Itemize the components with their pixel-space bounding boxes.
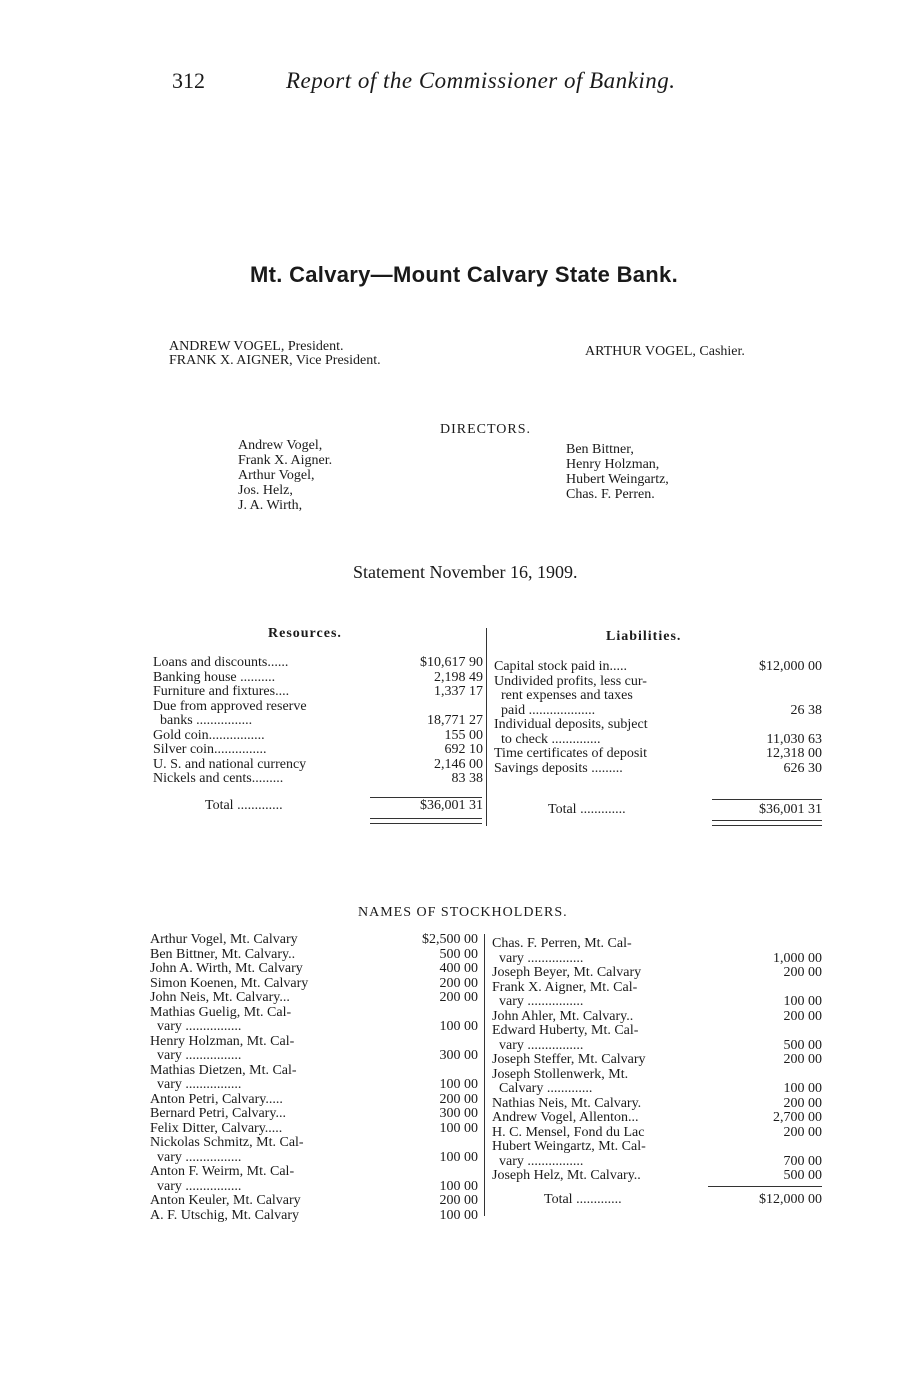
stockholders-left-list [150,933,478,1223]
stockholder-row-amount: 400 00 [439,961,478,976]
resources-total-amount: $36,001 31 [420,798,483,813]
stockholder-row-label: John Neis, Mt. Calvary... [150,990,290,1005]
stockholder-row-label: Joseph Helz, Mt. Calvary.. [492,1168,641,1183]
stockholder-row-label: vary ................ [492,950,584,966]
liability-row-label: Time certificates of deposit [494,746,648,761]
stockholder-row-amount: 100 00 [439,1120,478,1136]
liability-row-amount: $12,000 00 [759,659,822,674]
resource-row-label: banks ................ [153,713,253,728]
stockholder-row-label: Anton F. Weirm, Mt. Cal- [150,1164,295,1179]
liability-row-label: paid ................... [494,702,596,718]
stockholder-row-label: Mathias Dietzen, Mt. Cal- [150,1062,297,1078]
stockholder-row-label: Bernard Petri, Calvary... [150,1106,286,1121]
cashier-line: ARTHUR VOGEL, Cashier. [585,344,745,359]
liability-row [494,704,822,719]
stockholder-row-label: Chas. F. Perren, Mt. Cal- [492,936,632,951]
liability-row [494,718,822,733]
stockholder-row-amount: 200 00 [783,1095,822,1111]
stockholder-row-label: vary ................ [492,994,584,1009]
resource-row-label: Silver coin............... [153,742,267,757]
stockholder-row [150,1006,478,1021]
stockholder-row [150,962,478,977]
liability-row-label: Capital stock paid in..... [494,659,627,674]
stockholder-row-label: vary ................ [150,1019,242,1034]
stockholder-row [150,991,478,1006]
stockholder-row-label: Simon Koenen, Mt. Calvary [150,975,309,991]
director-name: Hubert Weingartz, [566,472,669,487]
resource-row-label: Banking house .......... [153,669,276,685]
liabilities-table [494,660,822,776]
stockholder-row-amount: 2,700 00 [773,1110,822,1125]
stockholder-row-amount: 100 00 [439,1178,478,1194]
resource-row-label: Furniture and fixtures.... [153,684,290,699]
stockholder-row-amount: 200 00 [783,1052,822,1067]
stockholder-row-amount: 200 00 [783,965,822,980]
director-name: Arthur Vogel, [238,468,315,483]
resource-row-label: Due from approved reserve [153,698,307,714]
stockholders-total-amount: $12,000 00 [759,1192,822,1207]
liabilities-total-amount: $36,001 31 [759,802,822,817]
stockholder-row-amount: 500 00 [783,1168,822,1183]
director-name: Frank X. Aigner. [238,453,333,468]
resources-total-label: Total ............. [205,798,283,813]
page-number: 312 [172,68,205,93]
stockholder-row-label: Anton Keuler, Mt. Calvary [150,1193,301,1208]
stockholder-row-amount: 1,000 00 [773,950,822,966]
stockholder-row [492,952,822,967]
director-name: Henry Holzman, [566,457,660,472]
stockholder-row [492,937,822,952]
director-name: Ben Bittner, [566,442,634,457]
resource-row [153,656,483,671]
stockholder-row-label: H. C. Mensel, Fond du Lac [492,1124,645,1140]
stockholder-row [150,1078,478,1093]
stockholder-row-amount: 100 00 [439,1077,478,1092]
stockholder-row [150,1194,478,1209]
directors-right-list [566,442,669,502]
stockholders-total-label: Total ............. [544,1192,622,1207]
resource-row [153,729,483,744]
stockholder-row-amount: 200 00 [439,1193,478,1208]
liabilities-total-rule [712,799,822,800]
stockholder-row-label: Ben Bittner, Mt. Calvary.. [150,946,296,962]
liabilities-heading: Liabilities. [606,629,682,644]
stockholder-row-amount: $2,500 00 [422,932,478,947]
stockholder-row [150,1136,478,1151]
stockholder-row [492,1068,822,1083]
stockholder-row-label: Edward Huberty, Mt. Cal- [492,1023,639,1038]
stockholder-row-label: Anton Petri, Calvary..... [150,1091,283,1107]
liability-row [494,747,822,762]
stockholder-row-label: Arthur Vogel, Mt. Calvary [150,932,298,947]
stockholder-row [150,977,478,992]
stockholder-row [150,1064,478,1079]
resources-table [153,656,483,787]
stockholder-row [492,995,822,1010]
stockholder-row-label: A. F. Utschig, Mt. Calvary [150,1207,299,1223]
resource-row-amount: 2,198 49 [434,669,483,685]
stockholder-row [150,1180,478,1195]
stockholder-row-amount: 100 00 [439,1019,478,1034]
stockholder-row-amount: 500 00 [439,946,478,962]
stockholders-total-rule [708,1186,822,1187]
resource-row-amount: 2,146 00 [434,756,483,772]
column-divider [486,628,487,826]
stockholders-right-list [492,937,822,1184]
stockholder-row [492,1082,822,1097]
resource-row-label: Nickels and cents......... [153,771,284,786]
resource-row [153,772,483,787]
stockholder-row-amount: 100 00 [783,1081,822,1096]
liability-row-label: to check .............. [494,731,601,747]
liability-row-label: rent expenses and taxes [494,688,633,703]
stockholder-row [492,1039,822,1054]
stockholder-row [150,1107,478,1122]
resource-row [153,714,483,729]
liability-row [494,733,822,748]
stockholder-row-amount: 300 00 [439,1106,478,1121]
stockholder-row [492,1024,822,1039]
stockholder-row-label: vary ................ [492,1037,584,1053]
stockholder-row-label: vary ................ [150,1048,242,1063]
stockholder-row [150,1209,478,1224]
resource-row [153,758,483,773]
stockholder-row-label: Henry Holzman, Mt. Cal- [150,1033,295,1049]
stockholder-row-label: vary ................ [150,1178,242,1194]
director-name: Jos. Helz, [238,483,293,498]
stockholder-row [492,1126,822,1141]
stockholder-row-amount: 200 00 [783,1124,822,1140]
director-name: Chas. F. Perren. [566,487,655,502]
stockholder-row [492,1140,822,1155]
stockholder-row-amount: 100 00 [783,994,822,1009]
liabilities-total-label: Total ............. [548,802,626,817]
stockholders-heading: NAMES OF STOCKHOLDERS. [358,905,568,920]
stockholder-row-label: Andrew Vogel, Allenton... [492,1110,639,1125]
stockholder-row-label: John Ahler, Mt. Calvary.. [492,1008,634,1024]
stockholder-row [492,1155,822,1170]
stockholder-row [150,1122,478,1137]
stockholder-row [150,1165,478,1180]
stockholder-row [150,933,478,948]
liability-row [494,660,822,675]
stockholder-row-label: Felix Ditter, Calvary..... [150,1120,283,1136]
stockholders-column-divider [484,934,485,1216]
resource-row-label: Loans and discounts...... [153,655,289,670]
stockholder-row [492,1053,822,1068]
stockholder-row-label: Nickolas Schmitz, Mt. Cal- [150,1135,304,1150]
resource-row-amount: 1,337 17 [434,684,483,699]
stockholder-row [150,1035,478,1050]
stockholder-row [150,1151,478,1166]
liability-row [494,675,822,690]
director-name: J. A. Wirth, [238,498,303,513]
running-title: Report of the Commissioner of Banking. [286,68,676,93]
directors-left-list [238,438,332,513]
stockholder-row-amount: 100 00 [439,1149,478,1165]
stockholder-row-label: Joseph Stollenwerk, Mt. [492,1066,629,1082]
liability-row-label: Undivided profits, less cur- [494,673,647,689]
stockholder-row-amount: 200 00 [783,1008,822,1024]
stockholder-row-label: Hubert Weingartz, Mt. Cal- [492,1139,646,1154]
resource-row [153,685,483,700]
resources-heading: Resources. [268,626,342,641]
stockholder-row-label: vary ................ [150,1149,242,1165]
liability-row-amount: 626 30 [783,760,822,776]
resource-row [153,743,483,758]
liabilities-total-double-rule [712,820,822,826]
stockholder-row-label: John A. Wirth, Mt. Calvary [150,961,303,976]
resource-row-label: Gold coin................ [153,727,265,743]
resource-row-amount: 692 10 [444,742,483,757]
resource-row [153,671,483,686]
stockholder-row [150,1020,478,1035]
resource-row-amount: $10,617 90 [420,655,483,670]
stockholder-row [492,981,822,996]
liability-row [494,762,822,777]
stockholder-row-label: Joseph Beyer, Mt. Calvary [492,965,642,980]
stockholder-row [492,966,822,981]
vice-president-line: FRANK X. AIGNER, Vice President. [169,353,381,368]
liability-row-label: Savings deposits ......... [494,760,623,776]
director-name: Andrew Vogel, [238,438,323,453]
stockholder-row-amount: 200 00 [439,990,478,1005]
stockholder-row-amount: 500 00 [783,1037,822,1053]
stockholder-row-label: Mathias Guelig, Mt. Cal- [150,1004,292,1020]
liability-row-label: Individual deposits, subject [494,717,648,732]
stockholder-row-label: Calvary ............. [492,1081,593,1096]
resource-row-amount: 83 38 [451,771,483,786]
stockholder-row-amount: 300 00 [439,1048,478,1063]
stockholder-row-label: Frank X. Aigner, Mt. Cal- [492,979,638,995]
stockholder-row [150,948,478,963]
stockholder-row [492,1097,822,1112]
liability-row-amount: 26 38 [790,702,822,718]
stockholder-row-amount: 100 00 [439,1207,478,1223]
resource-row-amount: 18,771 27 [427,713,483,728]
stockholder-row-label: vary ................ [150,1077,242,1092]
resource-row-label: U. S. and national currency [153,756,307,772]
president-line: ANDREW VOGEL, President. [169,339,344,354]
liability-row-amount: 12,318 00 [766,746,822,761]
liability-row-amount: 11,030 63 [766,731,822,747]
liability-row [494,689,822,704]
stockholder-row-amount: 700 00 [783,1153,822,1169]
stockholder-row [492,1111,822,1126]
directors-heading: DIRECTORS. [440,422,532,437]
stockholder-row [492,1010,822,1025]
resource-row-amount: 155 00 [444,727,483,743]
stockholder-row-amount: 200 00 [439,975,478,991]
stockholder-row-label: Joseph Steffer, Mt. Calvary [492,1052,646,1067]
stockholder-row-label: vary ................ [492,1153,584,1169]
bank-title: Mt. Calvary—Mount Calvary State Bank. [250,262,678,287]
stockholder-row [150,1049,478,1064]
stockholder-row [492,1169,822,1184]
resource-row [153,700,483,715]
statement-date: Statement November 16, 1909. [353,562,578,582]
stockholder-row-amount: 200 00 [439,1091,478,1107]
stockholder-row-label: Nathias Neis, Mt. Calvary. [492,1095,642,1111]
stockholder-row [150,1093,478,1108]
resources-total-double-rule [370,818,482,824]
